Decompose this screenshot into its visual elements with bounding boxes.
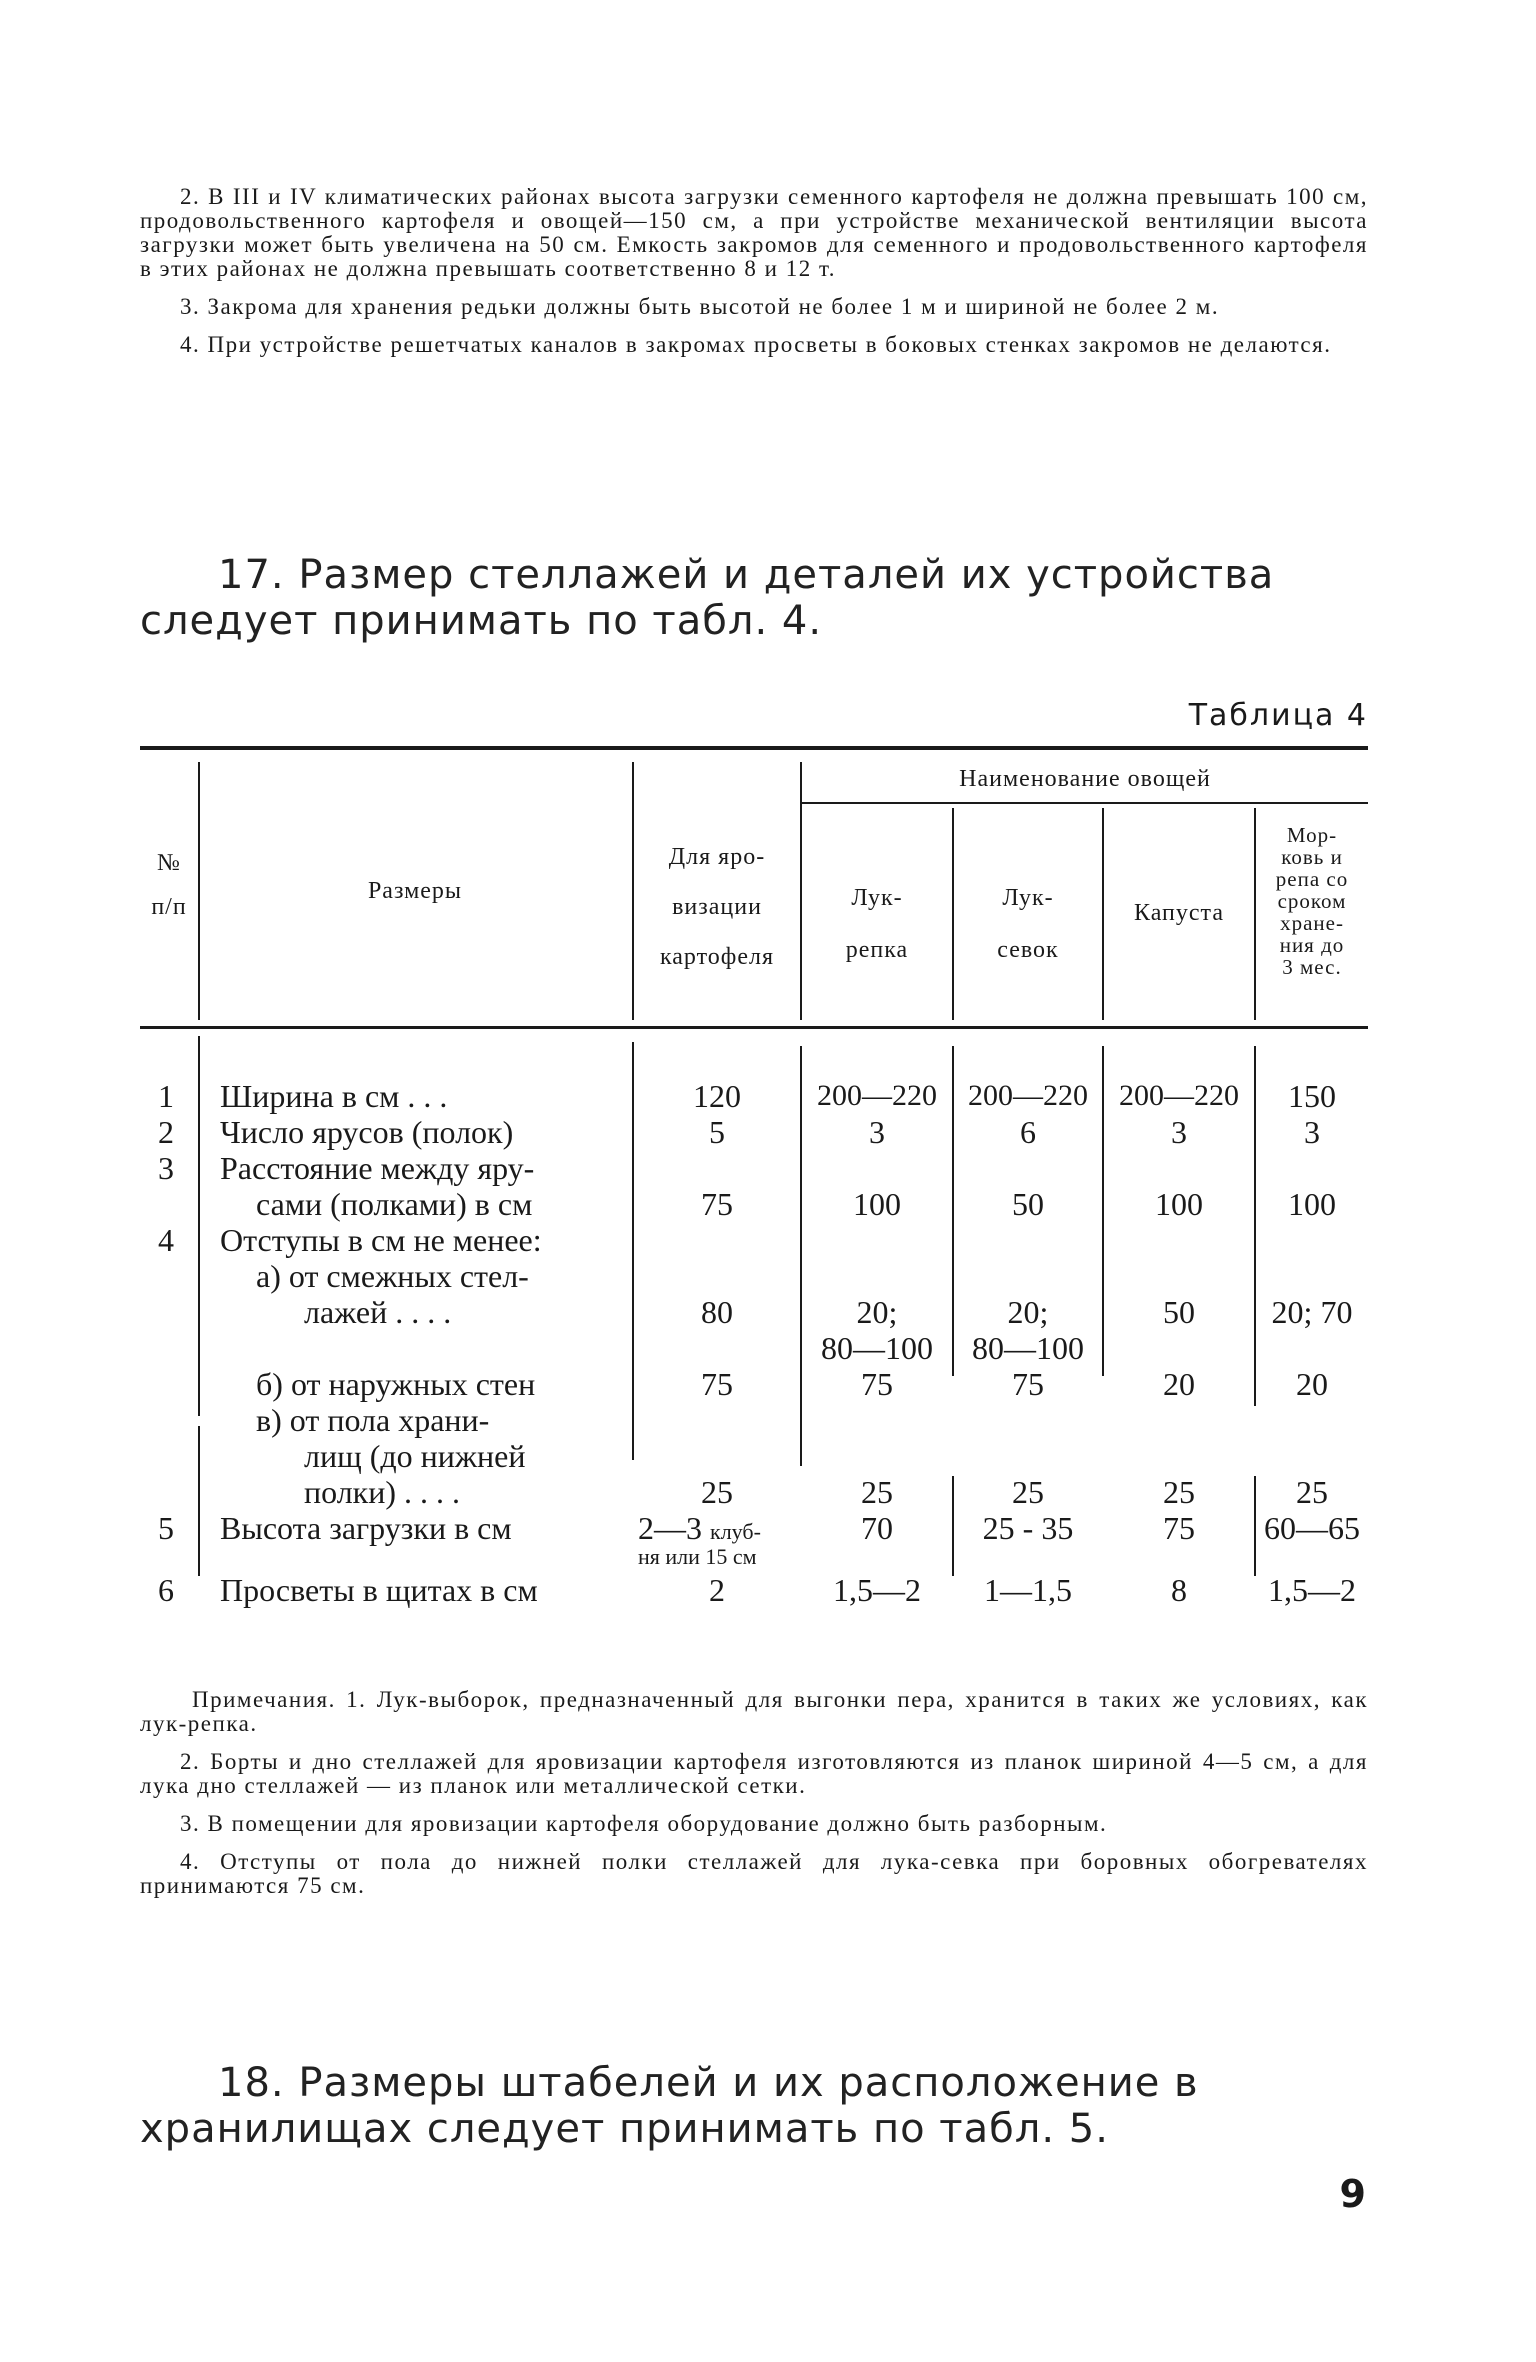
row4b-kapusta: 20 <box>1163 1366 1195 1402</box>
header-kapusta: Капуста <box>1134 900 1224 926</box>
vline-no-b2 <box>198 1426 200 1576</box>
group-header-rule <box>802 802 1368 804</box>
header-yarov-3: картофеля <box>659 944 775 970</box>
row4a-luk-sevok-2: 80—100 <box>972 1330 1084 1366</box>
row4c-kapusta: 25 <box>1163 1474 1195 1510</box>
row4-label: Отступы в см не менее: <box>220 1222 542 1258</box>
row5-label: Высота загрузки в см <box>220 1510 512 1546</box>
header-morkov <box>1256 824 1368 978</box>
row3-label-1: Расстояние между яру- <box>220 1150 535 1186</box>
row2-kapusta: 3 <box>1171 1114 1187 1150</box>
row3-label-2: сами (полками) в см <box>256 1186 533 1222</box>
row3-yarov: 75 <box>701 1186 733 1222</box>
header-morkov-2: ковь и <box>1281 845 1343 869</box>
row1-label: Ширина в см . . . <box>220 1078 448 1114</box>
row4c-label-3: полки) . . . . <box>304 1474 460 1510</box>
note-3: 3. Закрома для хранения редьки должны быть высотой не более 1 м и шириной не более 2 м. <box>180 294 1220 319</box>
row4-number: 4 <box>158 1222 174 1258</box>
row1-number: 1 <box>158 1078 174 1114</box>
paragraph-17: 17. Размер стеллажей и деталей их устройства следует принимать по табл. 4. <box>140 552 1275 644</box>
row4a-luk-repka-2: 80—100 <box>821 1330 933 1366</box>
row4b-morkov: 20 <box>1296 1366 1328 1402</box>
row6-yarov: 2 <box>709 1572 725 1608</box>
row4a-luk-sevok-1: 20; <box>1007 1294 1049 1330</box>
row1-morkov: 150 <box>1288 1078 1336 1114</box>
header-group: Наименование овощей <box>959 766 1211 792</box>
row5-yarov-value: 2—3 <box>638 1510 702 1546</box>
header-yarovizatsiya <box>634 832 800 982</box>
row4a-label-2: лажей . . . . <box>304 1294 452 1330</box>
row6-luk-repka: 1,5—2 <box>833 1572 921 1608</box>
table-caption: Таблица 4 <box>1188 698 1368 733</box>
row5-number: 5 <box>158 1510 174 1546</box>
header-morkov-7: 3 мес. <box>1282 955 1342 979</box>
header-no <box>140 848 198 922</box>
top-notes <box>140 185 1368 371</box>
row3-luk-sevok: 50 <box>1012 1186 1044 1222</box>
row6-kapusta: 8 <box>1171 1572 1187 1608</box>
row6-number: 6 <box>158 1572 174 1608</box>
header-luk-sevok-2: севок <box>997 937 1059 963</box>
row5-luk-repka: 70 <box>861 1510 893 1546</box>
row5-kapusta: 75 <box>1163 1510 1195 1546</box>
table-4 <box>140 746 1368 1666</box>
header-luk-repka-2: репка <box>845 937 909 963</box>
row2-morkov: 3 <box>1304 1114 1320 1150</box>
row4a-kapusta: 50 <box>1163 1294 1195 1330</box>
row4b-luk-sevok: 75 <box>1012 1366 1044 1402</box>
row4c-luk-sevok: 25 <box>1012 1474 1044 1510</box>
row4c-label-1: в) от пола храни- <box>256 1402 490 1438</box>
row4b-label: б) от наружных стен <box>256 1366 536 1402</box>
row3-luk-repka: 100 <box>853 1186 901 1222</box>
row2-yarov: 5 <box>709 1114 725 1150</box>
row3-morkov: 100 <box>1288 1186 1336 1222</box>
row2-luk-repka: 3 <box>869 1114 885 1150</box>
row5-yarov-suffix: клуб- <box>710 1519 761 1544</box>
row4a-luk-repka-1: 20; <box>856 1294 898 1330</box>
row6-luk-sevok: 1—1,5 <box>984 1572 1072 1608</box>
page-number: 9 <box>1339 2172 1366 2216</box>
header-morkov-1: Мор- <box>1286 823 1338 847</box>
table-note-3: 3. В помещении для яровизации картофеля оборудование должно быть разборным. <box>180 1811 1108 1836</box>
row5-luk-sevok: 25 - 35 <box>982 1510 1074 1546</box>
header-no-line2: п/п <box>151 894 187 920</box>
header-luk-sevok <box>954 872 1102 976</box>
header-luk-repka <box>802 872 952 976</box>
header-luk-sevok-1: Лук- <box>1002 885 1054 911</box>
row6-morkov: 1,5—2 <box>1268 1572 1356 1608</box>
row4c-yarov: 25 <box>701 1474 733 1510</box>
row4b-yarov: 75 <box>701 1366 733 1402</box>
header-no-line1: № <box>157 850 181 876</box>
row4a-morkov: 20; 70 <box>1271 1294 1353 1330</box>
vline-no-b <box>198 1036 200 1416</box>
table-note-2: 2. Борты и дно стеллажей для яровизации картофеля изготовляются из планок шириной 4—5 см, а для лука дно стеллажей — из планок или металлической сетки. <box>140 1749 1368 1798</box>
row2-number: 2 <box>158 1114 174 1150</box>
table-note-1: Примечания. 1. Лук-выборок, предназначенный для выгонки пера, хранится в таких же условиях, как лук-репка. <box>140 1687 1368 1736</box>
table-note-4: 4. Отступы от пола до нижней полки стеллажей для лука-севка при боровных обогревателях принимаются 75 см. <box>140 1849 1368 1898</box>
row4c-label-2: лищ (до нижней <box>304 1438 526 1474</box>
row5-yarov-c: ня или 15 см <box>638 1544 757 1569</box>
paragraph-18: 18. Размеры штабелей и их расположение в хранилищах следует принимать по табл. 5. <box>140 2060 1199 2152</box>
row6-label: Просветы в щитах в см <box>220 1572 538 1608</box>
row4a-yarov: 80 <box>701 1294 733 1330</box>
row3-kapusta: 100 <box>1155 1186 1203 1222</box>
header-yarov-1: Для яро- <box>668 844 766 870</box>
row4c-luk-repka: 25 <box>861 1474 893 1510</box>
header-sizes: Размеры <box>367 878 463 904</box>
note-4: 4. При устройстве решетчатых каналов в закромах просветы в боковых стенках закромов не делаются. <box>180 332 1332 357</box>
row4a-label-1: а) от смежных стел- <box>256 1258 529 1294</box>
row1-luk-repka: 200—220 <box>817 1079 937 1112</box>
row4c-morkov: 25 <box>1296 1474 1328 1510</box>
header-luk-repka-1: Лук- <box>851 885 903 911</box>
row5-morkov: 60—65 <box>1264 1510 1360 1546</box>
row2-luk-sevok: 6 <box>1020 1114 1036 1150</box>
header-morkov-5: хране- <box>1280 911 1344 935</box>
header-bottom-rule <box>140 1026 1368 1029</box>
table-top-rule <box>140 746 1368 750</box>
row1-luk-sevok: 200—220 <box>968 1079 1088 1112</box>
table-notes <box>140 1688 1368 1912</box>
row3-number: 3 <box>158 1150 174 1186</box>
note-2: 2. В III и IV климатических районах высота загрузки семенного картофеля не должна превышать 100 см, продовольственного картофеля и овощей—150 см, а при устройстве механической вентиляции высота загрузки может быть увеличена на 50 см. Емкость закромов для семенного и продовольственного картофеля в этих районах не должна превышать соответственно 8 и 12 т. <box>140 184 1368 281</box>
row1-kapusta: 200—220 <box>1119 1079 1239 1112</box>
row4b-luk-repka: 75 <box>861 1366 893 1402</box>
row5-yarov-a <box>638 1510 761 1546</box>
header-morkov-3: репа со <box>1275 867 1349 891</box>
row1-yarov: 120 <box>693 1078 741 1114</box>
header-yarov-2: визации <box>672 894 762 920</box>
row2-label: Число ярусов (полок) <box>220 1114 514 1150</box>
header-morkov-6: ния до <box>1279 933 1345 957</box>
header-morkov-4: сроком <box>1277 889 1347 913</box>
